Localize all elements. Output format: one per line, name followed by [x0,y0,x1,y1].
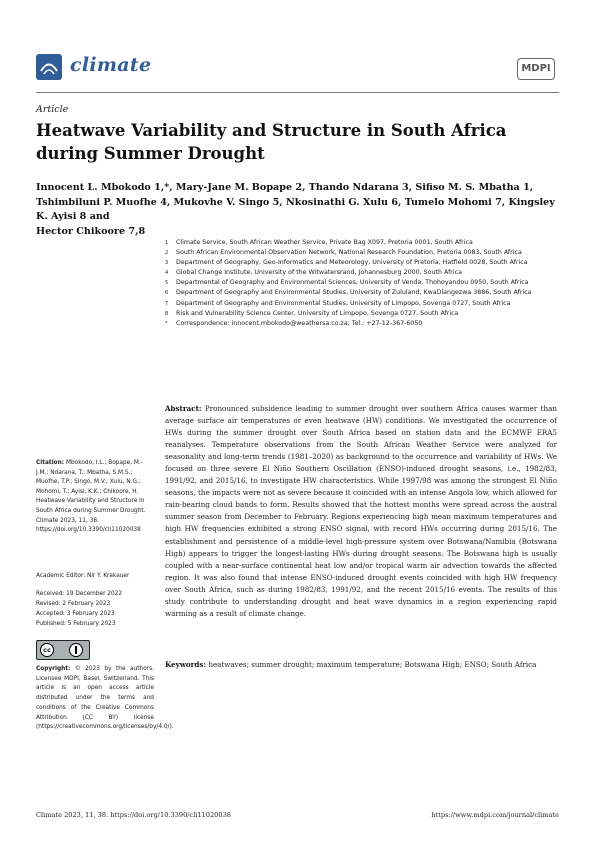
abstract-text: Pronounced subsidence leading to summer drought over southern Africa causes warmer than average surface air temperatures or even heatwave (HW) conditions. We investigated the occurrence of HWs during the summer drought over South Africa based on station data and the ECMWF ERA5 reanalyses. Temperature observations from the South African Weather Service were analyzed for seasonality and long-term trends (1981–2020) as background to the occurrence and variability of HWs. We focused on three severe El Niño Southern Oscillation (ENSO)-induced drought seasons, i.e., 1982/83, 1991/92, and 2015/16, to investigate HW characteristics. While 1997/98 was among the strongest El Niño seasons, the impacts were not as severe because it coincided with an intense Angola low, which allowed for rain-bearing cloud bands to form. Results showed that the hottest months were spread across the austral summer season from December to February. Regions experiencing high mean maximum temperatures and high HW frequencies exhibited a strong ENSO signal, with record HWs occurring during 2015/16. The establishment and persistence of a middle-level high-pressure system over Botswana/Namibia (Botswana High) appears to trigger the longest-lasting HWs during drought seasons. The Botswana high is usually coupled with a near-surface continental heat low and/or tropical warm air advection towards the affected region. It was also found that intense ENSO-induced drought events coincided with high HW frequency over South Africa, such as during 1982/83, 1991/92, and the recent 2015/16 events. The results of this study contribute to understanding drought and heat wave dynamics in a region experiencing rapid warming as a result of climate change. [165,404,557,618]
affiliation-number: * [165,320,168,327]
affiliation-text: Departmental of Geography and Environmental Sciences, University of Venda, Thohoyandou 0950, South Africa [176,279,529,287]
page-title: Heatwave Variability and Structure in South Africa during Summer Drought [36,121,507,163]
affiliation-item [165,299,555,309]
journal-name[interactable]: climate [70,54,152,76]
affiliation-text: South African Environmental Observation Network, National Research Foundation, Pretoria 0083, South Africa [176,249,522,257]
footer-citation[interactable]: Climate 2023, 11, 38. https://doi.org/10.3390/cli11020038 [36,811,231,819]
affiliation-number: 4 [165,270,169,277]
date-published: Published: 5 February 2023 [36,621,116,627]
affiliations [165,238,555,329]
affiliation-item [165,268,555,278]
keywords-text: heatwaves; summer drought; maximum temperature; Botswana High; ENSO; South Africa [208,660,537,669]
citation [36,459,154,536]
affiliation-text: Risk and Vulnerability Science Center, University of Limpopo, Sovenga 0727, South Africa [176,309,459,317]
affiliation-number: 3 [165,260,169,267]
affiliation-item [165,238,555,248]
authors-line-2: Tshimbiluni P. Muofhe 4, Mukovhe V. Singo 5, Nkosinathi G. Xulu 6, Tumelo Mohomi 7, Kingsley K. Ayisi 8 and [36,196,555,222]
keywords-label: Keywords: [165,660,207,669]
affiliation-item [165,248,555,258]
abstract [165,403,557,620]
journal-logo-icon [36,54,62,80]
affiliation-text: Department of Geography and Environmental Studies, University of Limpopo, Sovenga 0727, South Africa [176,299,511,307]
academic-editor: Academic Editor: Nir Y. Krakauer [36,573,130,579]
affiliation-number: 1 [165,240,169,246]
date-received: Received: 19 December 2022 [36,591,123,597]
attribution-icon [69,643,83,657]
cc-by-license-icon[interactable] [36,640,90,660]
header-divider [36,92,559,93]
affiliation-number: 6 [165,290,169,297]
affiliation-number: 2 [165,250,169,257]
affiliation-text: Department of Geography and Environmental Studies, University of Zululand, KwaDlangezwa 3886, South Africa [176,289,532,297]
affiliation-number: 5 [165,280,169,287]
affiliation-text: Climate Service, South African Weather Service, Private Bag X097, Pretoria 0001, South Africa [176,239,473,246]
affiliation-item [165,309,555,319]
affiliation-text: Global Change Institute, University of the Witwatersrand, Johannesburg 2000, South Africa [176,269,462,277]
citation-text[interactable]: Mbokodo, I.L.; Bopape, M.-J.M.; Ndarana, T.; Mbatha, S.M.S.; Muofhe, T.P.; Singo, M.V.; Xulu, N.G.; Mohomi, T.; Ayisi, K.K.; Chikoore, H. Heatwave Variability and Structure in South Africa during Summer Drought. Climate 2023, 11, 38. https://doi.org/10.3390/cli11020038 [36,460,146,534]
citation-label: Citation: [36,460,65,466]
authors-line-3: Hector Chikoore 7,8 [36,225,146,237]
correspondence-text[interactable]: Correspondence: innocent.mbokodo@weathersa.co.za; Tel.: +27-12-367-6050 [176,319,423,327]
author-list [36,181,556,239]
abstract-label: Abstract: [165,404,202,413]
authors-line-1: Innocent L. Mbokodo 1,*, Mary-Jane M. Bopape 2, Thando Ndarana 3, Sifiso M. S. Mbatha 1, [36,182,534,193]
affiliation-item [165,288,555,298]
keywords [165,659,557,671]
copyright-notice [36,665,174,733]
date-accepted: Accepted: 3 February 2023 [36,611,115,617]
affiliation-item [165,258,555,268]
correspondence [165,319,555,329]
affiliation-item [165,278,555,288]
article-type: Article [36,104,69,115]
date-revised: Revised: 2 February 2023 [36,601,111,607]
mdpi-logo[interactable]: MDPI [517,58,555,80]
affiliation-text: Department of Geography, Geo-Informatics and Meteorology, University of Pretoria, Hatfield 0028, South Africa [176,259,528,267]
footer-journal-url[interactable]: https://www.mdpi.com/journal/climate [431,811,559,819]
copyright-label: Copyright: [36,666,71,672]
affiliation-number: 8 [165,310,169,317]
cc-icon: cc [40,643,54,657]
copyright-text: © 2023 by the authors. Licensee MDPI, Basel, Switzerland. This article is an open access article distributed under the terms and conditions of the Creative Commons Attribution (CC BY) license (https://creativecommons.org/licenses/by/4.0/). [36,666,174,731]
affiliation-number: 7 [165,300,169,307]
